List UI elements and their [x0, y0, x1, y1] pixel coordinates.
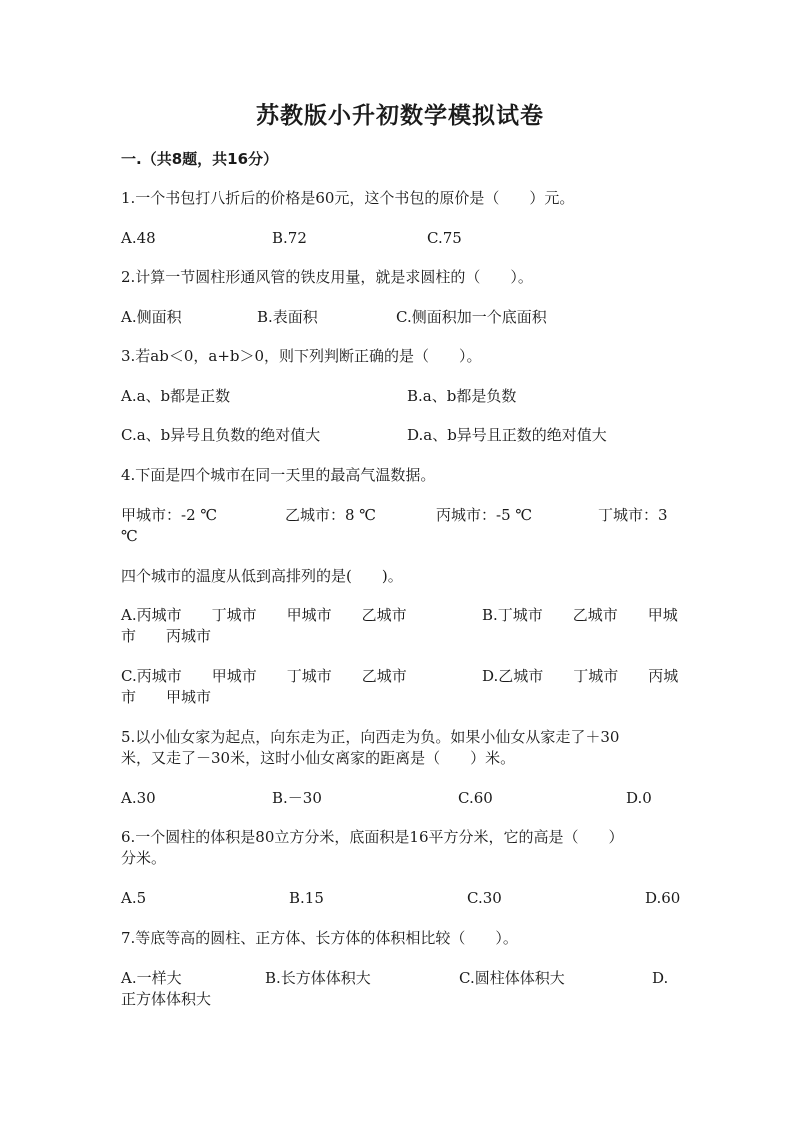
question-6-option-d[interactable]: D.60: [645, 889, 681, 907]
question-4-data-ding-unit: ℃: [121, 527, 138, 545]
question-4-data-ding: 丁城市：3: [598, 506, 668, 524]
page-title: 苏教版小升初数学模拟试卷: [256, 103, 544, 129]
question-4-stem: 4.下面是四个城市在同一天里的最高气温数据。: [121, 466, 436, 484]
question-6-option-c[interactable]: C.30: [467, 889, 502, 907]
question-7-option-b[interactable]: B.长方体体积大: [265, 969, 371, 987]
question-1-option-c[interactable]: C.75: [427, 229, 462, 247]
question-4-data-yi: 乙城市：8 ℃: [285, 506, 377, 524]
question-4-option-c[interactable]: C.丙城市 甲城市 丁城市 乙城市: [121, 667, 407, 685]
question-7-option-d-cont[interactable]: 正方体体积大: [121, 990, 212, 1008]
question-5-option-c[interactable]: C.60: [458, 789, 493, 807]
question-5-option-b[interactable]: B.－30: [272, 789, 322, 807]
question-3-option-d[interactable]: D.a、b异号且正数的绝对值大: [407, 426, 607, 444]
question-5-stem-line-1: 5.以小仙女家为起点，向东走为正，向西走为负。如果小仙女从家走了＋30: [121, 728, 620, 746]
question-7-option-d[interactable]: D.: [652, 969, 669, 987]
question-7-option-c[interactable]: C.圆柱体体积大: [459, 969, 565, 987]
question-5-option-d[interactable]: D.0: [626, 789, 652, 807]
question-5-option-a[interactable]: A.30: [121, 789, 156, 807]
question-4-data-bing: 丙城市：-5 ℃: [436, 506, 533, 524]
question-4-option-d-cont[interactable]: 市 甲城市: [121, 688, 212, 706]
question-7-stem: 7.等底等高的圆柱、正方体、长方体的体积相比较（ ）。: [121, 929, 518, 947]
question-2-option-a[interactable]: A.侧面积: [121, 308, 182, 326]
question-3-option-c[interactable]: C.a、b异号且负数的绝对值大: [121, 426, 321, 444]
question-4-option-a[interactable]: A.丙城市 丁城市 甲城市 乙城市: [121, 606, 407, 624]
question-4-option-d[interactable]: D.乙城市 丁城市 丙城: [482, 667, 679, 685]
question-6-stem-line-1: 6.一个圆柱的体积是80立方分米，底面积是16平方分米，它的高是（ ）: [121, 828, 624, 846]
question-4-option-b-cont[interactable]: 市 丙城市: [121, 627, 212, 645]
question-3-option-b[interactable]: B.a、b都是负数: [407, 387, 517, 405]
question-2-option-c[interactable]: C.侧面积加一个底面积: [396, 308, 547, 326]
question-2-stem: 2.计算一节圆柱形通风管的铁皮用量，就是求圆柱的（ ）。: [121, 268, 533, 286]
question-7-option-a[interactable]: A.一样大: [121, 969, 182, 987]
question-4-data-jia: 甲城市：-2 ℃: [121, 506, 218, 524]
question-6-stem-line-2: 分米。: [121, 849, 167, 867]
question-6-option-a[interactable]: A.5: [121, 889, 147, 907]
question-4-option-b[interactable]: B.丁城市 乙城市 甲城: [482, 606, 678, 624]
question-1-option-a[interactable]: A.48: [121, 229, 156, 247]
question-3-option-a[interactable]: A.a、b都是正数: [121, 387, 231, 405]
question-2-option-b[interactable]: B.表面积: [257, 308, 318, 326]
question-5-stem-line-2: 米，又走了－30米，这时小仙女离家的距离是（ ）米。: [121, 749, 516, 767]
question-6-option-b[interactable]: B.15: [289, 889, 324, 907]
question-1-stem: 1.一个书包打八折后的价格是60元，这个书包的原价是（ ）元。: [121, 189, 575, 207]
question-1-option-b[interactable]: B.72: [272, 229, 307, 247]
question-3-stem: 3.若ab＜0，a+b＞0，则下列判断正确的是（ ）。: [121, 347, 482, 365]
section-heading: 一.（共8题，共16分）: [121, 150, 279, 168]
question-4-ask: 四个城市的温度从低到高排列的是( )。: [121, 567, 403, 585]
